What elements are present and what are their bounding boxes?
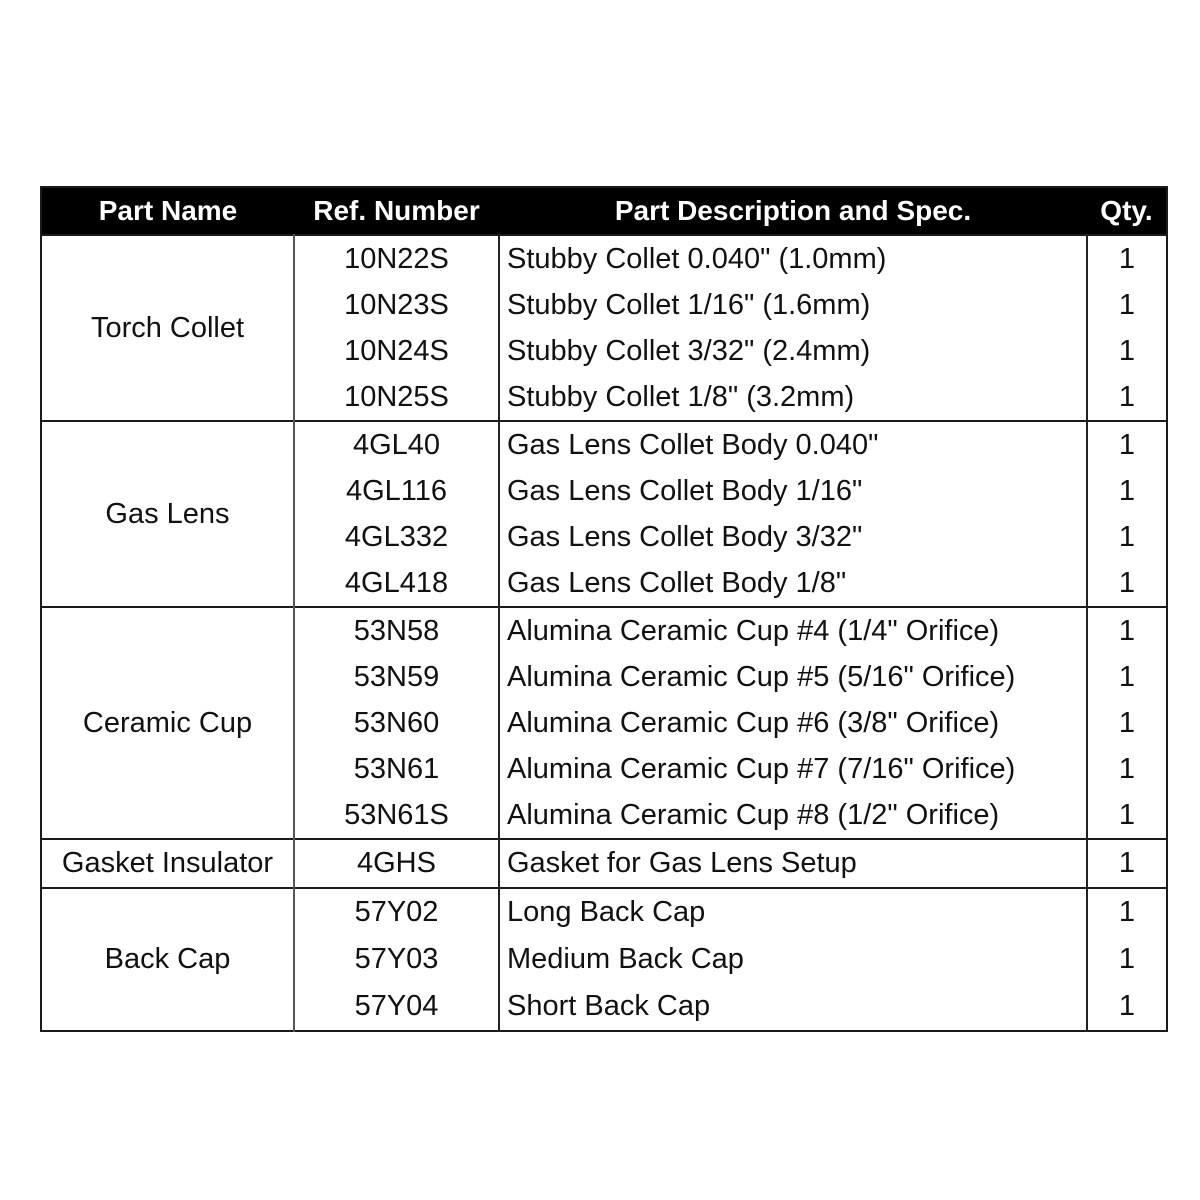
ref-cell: 4GHS <box>294 839 499 888</box>
qty-cell: 1 <box>1118 288 1136 321</box>
qty-cell: 1 <box>1118 474 1136 507</box>
header-qty: Qty. <box>1087 187 1167 235</box>
description-cell: Alumina Ceramic Cup #5 (5/16" Orifice) <box>499 654 1087 700</box>
ref-cell: 4GL40 <box>294 421 499 468</box>
qty-cell: 1 <box>1118 752 1136 785</box>
ref-cell: 10N22S <box>294 235 499 282</box>
description-cell: Stubby Collet 1/16" (1.6mm) <box>499 282 1087 328</box>
group-name-torch-collet: Torch Collet <box>41 235 294 421</box>
qty-cell: 1 <box>1087 607 1167 654</box>
description-cell: Stubby Collet 0.040" (1.0mm) <box>499 235 1087 282</box>
header-ref-number: Ref. Number <box>294 187 499 235</box>
header-description: Part Description and Spec. <box>499 187 1087 235</box>
group-name-ceramic-cup: Ceramic Cup <box>41 607 294 839</box>
qty-cell: 1 <box>1118 990 1136 1022</box>
qty-cell: 1 <box>1118 380 1136 413</box>
ref-cell: 53N60 <box>294 700 499 746</box>
description-cell: Stubby Collet 3/32" (2.4mm) <box>499 328 1087 374</box>
qty-cell: 1 <box>1087 839 1167 888</box>
description-cell: Alumina Ceramic Cup #4 (1/4" Orifice) <box>499 607 1087 654</box>
ref-cell: 53N61 <box>294 746 499 792</box>
qty-cell: 1 <box>1087 888 1167 936</box>
qty-cell: 1 <box>1087 421 1167 468</box>
table-row <box>41 888 1167 936</box>
description-cell: Stubby Collet 1/8" (3.2mm) <box>499 374 1087 421</box>
description-cell: Gasket for Gas Lens Setup <box>499 839 1087 888</box>
description-cell: Gas Lens Collet Body 0.040" <box>499 421 1087 468</box>
ref-cell: 53N58 <box>294 607 499 654</box>
ref-cell: 4GL418 <box>294 560 499 607</box>
description-cell: Long Back Cap <box>499 888 1087 936</box>
table-row <box>41 607 1167 654</box>
description-cell: Gas Lens Collet Body 1/16" <box>499 468 1087 514</box>
description-cell: Alumina Ceramic Cup #6 (3/8" Orifice) <box>499 700 1087 746</box>
ref-cell: 10N24S <box>294 328 499 374</box>
qty-cell: 1 <box>1118 798 1136 831</box>
qty-cell: 1 <box>1118 943 1136 975</box>
qty-cell: 1 <box>1118 334 1136 367</box>
ref-cell: 10N23S <box>294 282 499 328</box>
qty-cell: 1 <box>1118 520 1136 553</box>
group-name-gasket-insulator: Gasket Insulator <box>41 839 294 888</box>
description-cell: Alumina Ceramic Cup #8 (1/2" Orifice) <box>499 792 1087 839</box>
group-name-back-cap: Back Cap <box>41 888 294 1031</box>
description-cell: Medium Back Cap <box>499 936 1087 983</box>
description-cell: Gas Lens Collet Body 3/32" <box>499 514 1087 560</box>
qty-cell: 1 <box>1118 706 1136 739</box>
table-row <box>41 235 1167 282</box>
description-cell: Gas Lens Collet Body 1/8" <box>499 560 1087 607</box>
ref-cell: 57Y04 <box>294 983 499 1031</box>
ref-cell: 53N59 <box>294 654 499 700</box>
header-part-name: Part Name <box>41 187 294 235</box>
qty-cell: 1 <box>1118 566 1136 599</box>
qty-cell: 1 <box>1118 660 1136 693</box>
ref-cell: 53N61S <box>294 792 499 839</box>
ref-cell: 57Y02 <box>294 888 499 936</box>
description-cell: Short Back Cap <box>499 983 1087 1031</box>
ref-cell: 57Y03 <box>294 936 499 983</box>
ref-cell: 4GL332 <box>294 514 499 560</box>
table-header-row <box>41 187 1167 235</box>
table-row <box>41 421 1167 468</box>
parts-list-table <box>40 186 1168 1032</box>
ref-cell: 10N25S <box>294 374 499 421</box>
qty-cell: 1 <box>1087 235 1167 282</box>
table-row <box>41 839 1167 888</box>
group-name-gas-lens: Gas Lens <box>41 421 294 607</box>
ref-cell: 4GL116 <box>294 468 499 514</box>
description-cell: Alumina Ceramic Cup #7 (7/16" Orifice) <box>499 746 1087 792</box>
